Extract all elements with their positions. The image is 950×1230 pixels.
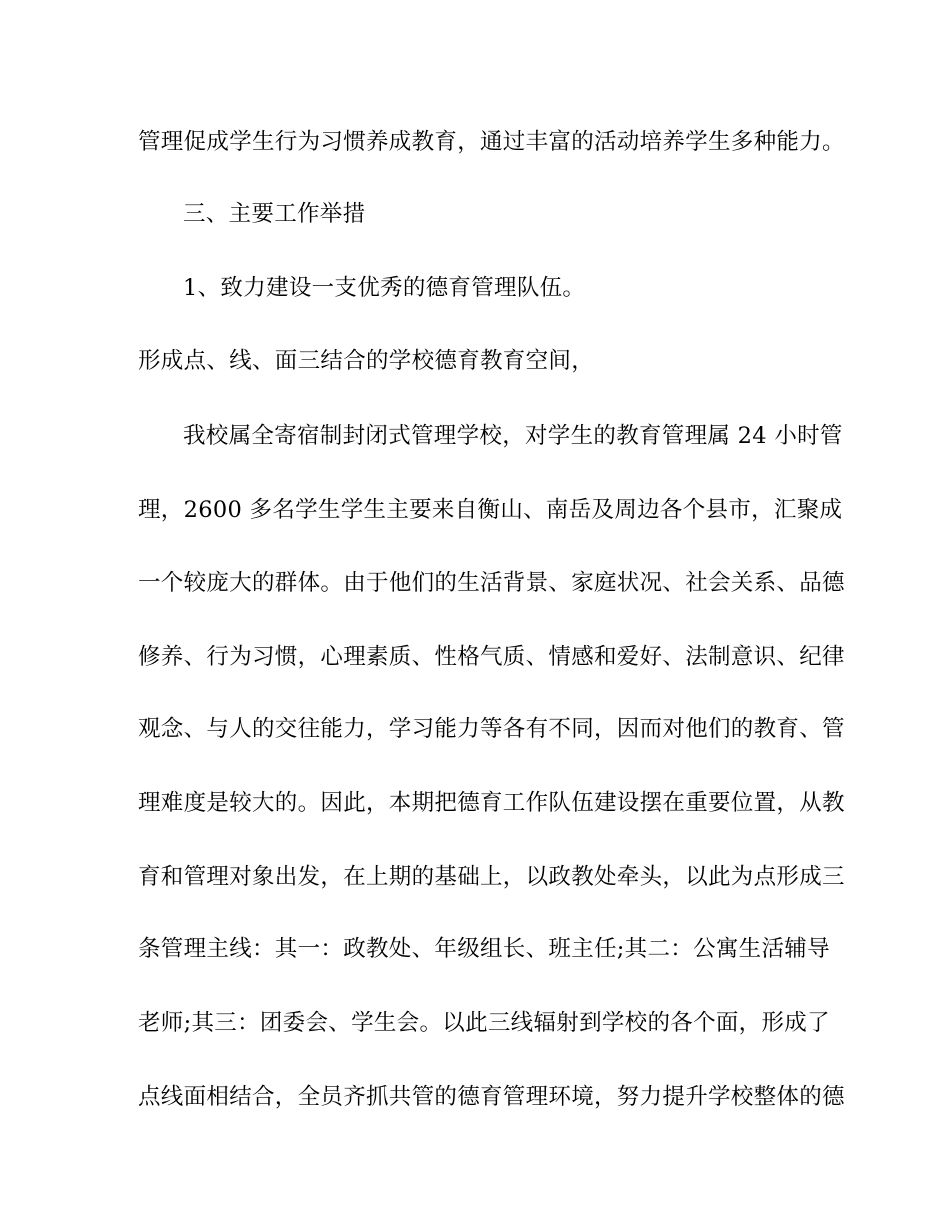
paragraph-line: 形成点、线、面三结合的学校德育教育空间， — [138, 348, 595, 374]
paragraph-line: 老师;其三：团委会、学生会。以此三线辐射到学校的各个面，形成了 — [138, 1010, 830, 1036]
paragraph-line: 我校属全寄宿制封闭式管理学校，对学生的教育管理属 24 小时管 — [183, 423, 843, 449]
paragraph-line: 条管理主线：其一：政教处、年级组长、班主任;其二：公寓生活辅导 — [138, 936, 830, 962]
paragraph-line: 点线面相结合，全员齐抓共管的德育管理环境，努力提升学校整体的德 — [138, 1084, 845, 1110]
subsection-heading: 1、致力建设一支优秀的德育管理队伍。 — [183, 275, 586, 301]
paragraph-line: 育和管理对象出发，在上期的基础上，以政教处牵头，以此为点形成三 — [138, 864, 845, 890]
paragraph-line: 修养、行为习惯，心理素质、性格气质、情感和爱好、法制意识、纪律 — [138, 644, 845, 670]
section-heading: 三、主要工作举措 — [183, 201, 366, 227]
paragraph-line: 理难度是较大的。因此，本期把德育工作队伍建设摆在重要位置，从教 — [138, 790, 845, 816]
paragraph-line: 观念、与人的交往能力，学习能力等各有不同，因而对他们的教育、管 — [138, 716, 845, 742]
paragraph-line: 管理促成学生行为习惯养成教育，通过丰富的活动培养学生多种能力。 — [138, 129, 845, 155]
paragraph-line: 一个较庞大的群体。由于他们的生活背景、家庭状况、社会关系、品德 — [138, 570, 845, 596]
paragraph-line: 理，2600 多名学生学生主要来自衡山、南岳及周边各个县市，汇聚成 — [138, 497, 843, 523]
